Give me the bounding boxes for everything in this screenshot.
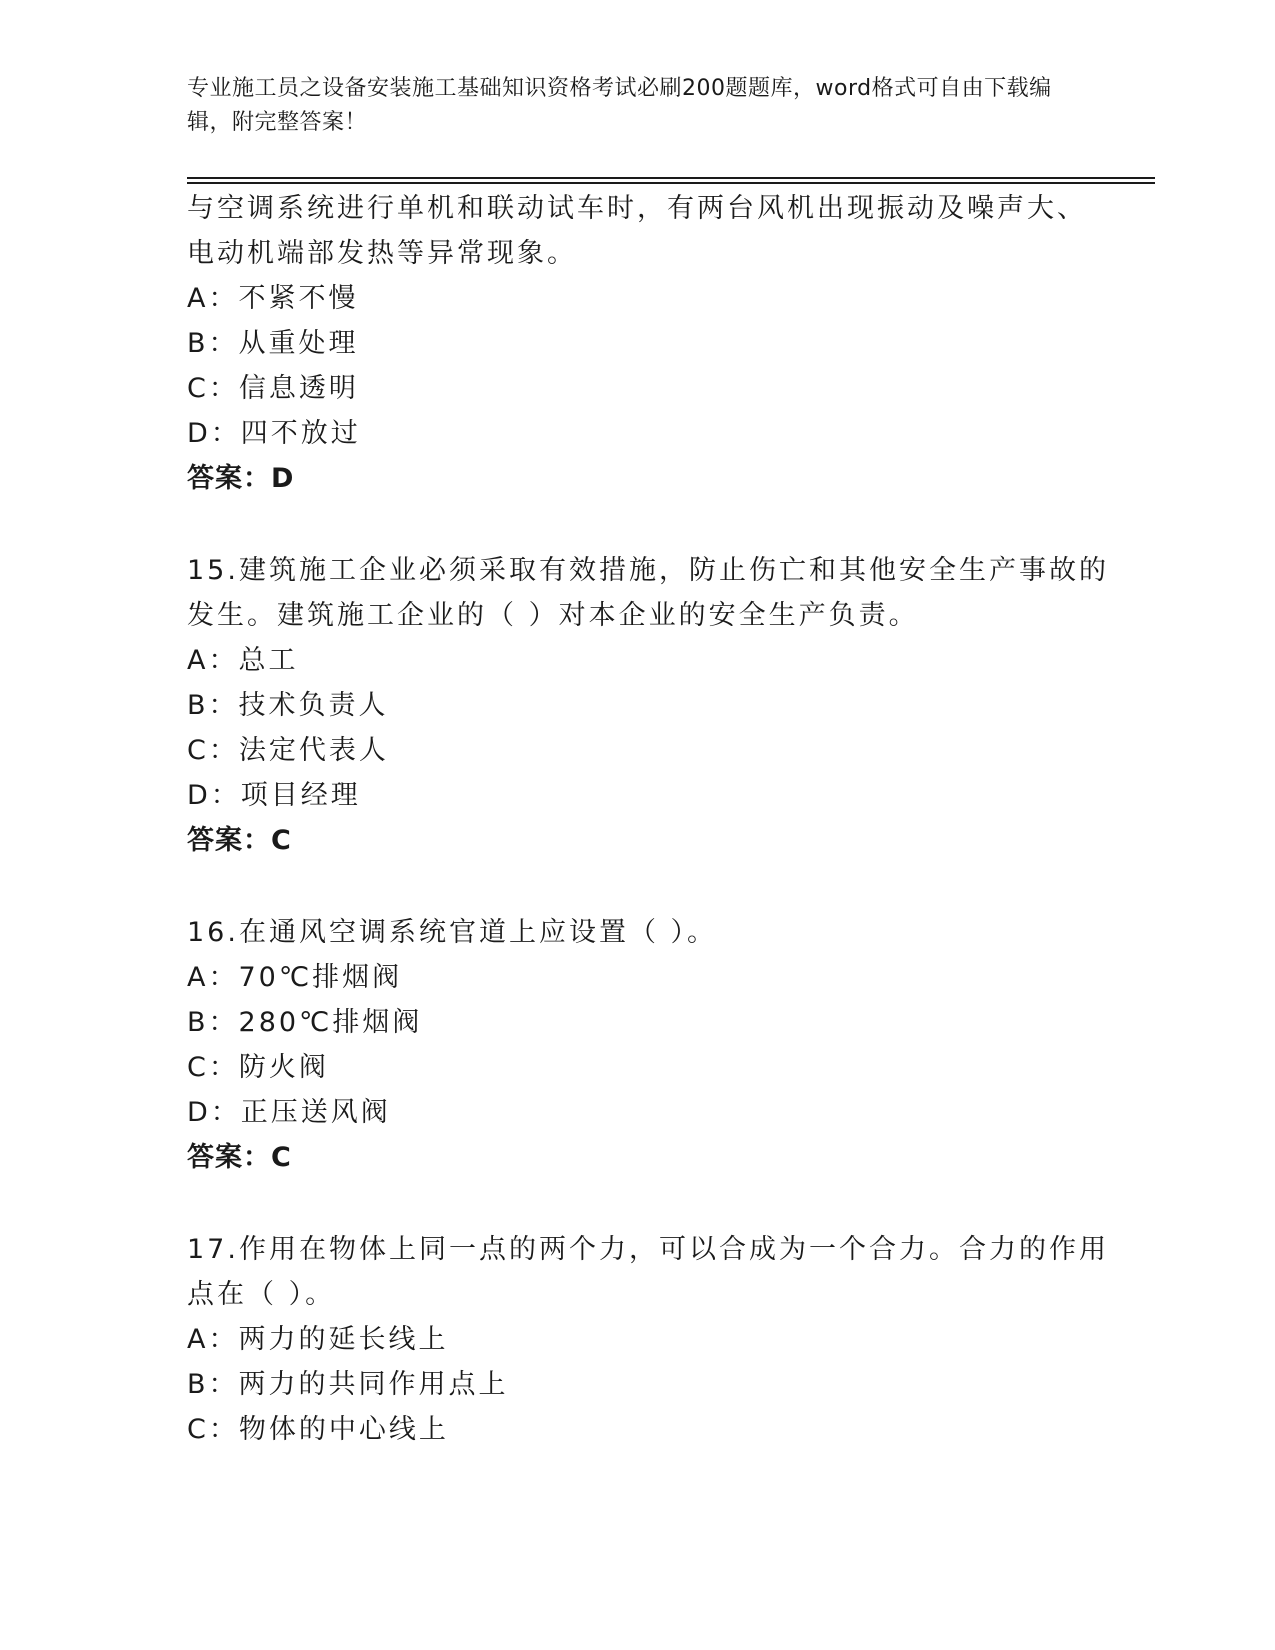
question-text: 点在（ ）。 <box>187 1279 336 1310</box>
question-text: 电动机端部发热等异常现象。 <box>187 238 577 269</box>
option-d: D：正压送风阀 <box>187 1097 391 1128</box>
option-c: C：防火阀 <box>187 1052 329 1083</box>
option-a: A：两力的延长线上 <box>187 1324 449 1355</box>
option-c: C：法定代表人 <box>187 735 389 766</box>
answer-line: 答案：C <box>187 825 292 856</box>
option-b: B：技术负责人 <box>187 690 389 721</box>
option-b: B：两力的共同作用点上 <box>187 1369 509 1400</box>
option-d: D：四不放过 <box>187 418 361 449</box>
question-text: 发生。建筑施工企业的（ ）对本企业的安全生产负责。 <box>187 600 919 631</box>
question-block-15 <box>187 548 1109 863</box>
page-header <box>187 72 1067 140</box>
option-c: C：物体的中心线上 <box>187 1414 449 1445</box>
header-divider-top <box>187 177 1155 179</box>
option-b: B：从重处理 <box>187 328 359 359</box>
answer-line: 答案：D <box>187 463 295 494</box>
question-text: 16.在通风空调系统官道上应设置（ ）。 <box>187 917 718 948</box>
option-a: A：总工 <box>187 645 299 676</box>
question-block-17 <box>187 1227 1109 1452</box>
option-d: D：项目经理 <box>187 780 361 811</box>
question-block-16 <box>187 910 1087 1180</box>
question-list <box>187 186 1109 1452</box>
question-text: 17.作用在物体上同一点的两个力，可以合成为一个合力。合力的作用 <box>187 1234 1109 1265</box>
question-block-14 <box>187 186 1087 501</box>
option-a: A：不紧不慢 <box>187 283 359 314</box>
option-c: C：信息透明 <box>187 373 359 404</box>
question-text: 15.建筑施工企业必须采取有效措施，防止伤亡和其他安全生产事故的 <box>187 555 1109 586</box>
option-a: A：70℃排烟阀 <box>187 962 403 993</box>
question-text: 与空调系统进行单机和联动试车时，有两台风机出现振动及噪声大、 <box>187 193 1087 224</box>
header-divider-bottom <box>187 182 1155 184</box>
header-title: 专业施工员之设备安装施工基础知识资格考试必刷200题题库，word格式可自由下载编辑，附完整答案！ <box>187 76 1052 135</box>
answer-line: 答案：C <box>187 1142 292 1173</box>
option-b: B：280℃排烟阀 <box>187 1007 423 1038</box>
